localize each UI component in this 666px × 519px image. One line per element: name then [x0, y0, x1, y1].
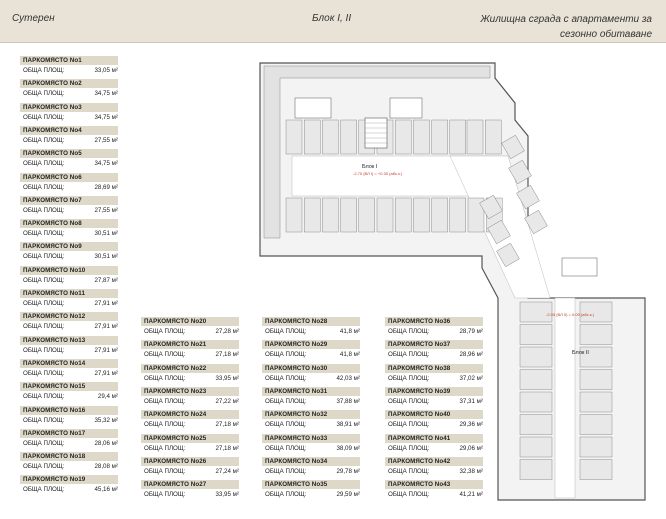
spot-name: ПАРКОМЯСТО No8 [20, 219, 118, 228]
parking-spot-entry [20, 242, 118, 263]
spot-area-label: ОБЩА ПЛОЩ: [265, 374, 307, 382]
spot-area-number: 27,87 [94, 276, 110, 284]
spot-name: ПАРКОМЯСТО No31 [262, 387, 360, 396]
spot-area-label: ОБЩА ПЛОЩ: [23, 393, 65, 401]
spot-name: ПАРКОМЯСТО No20 [141, 317, 239, 326]
plan-parking-stall [580, 392, 612, 412]
spot-area-value [94, 160, 118, 168]
plan-parking-stall [377, 198, 393, 232]
spot-area-unit: м² [111, 67, 118, 74]
spot-area-value [215, 421, 239, 429]
parking-spot-entry [20, 475, 118, 496]
spot-name: ПАРКОМЯСТО No26 [141, 457, 239, 466]
spot-name: ПАРКОМЯСТО No39 [385, 387, 483, 396]
spot-area-value [94, 67, 118, 75]
spot-area-label: ОБЩА ПЛОЩ: [265, 397, 307, 405]
spot-area-label: ОБЩА ПЛОЩ: [388, 421, 430, 429]
spot-area-value [215, 468, 239, 476]
spot-area-value [94, 277, 118, 285]
spot-name: ПАРКОМЯСТО No21 [141, 340, 239, 349]
plan-parking-stall [520, 325, 552, 345]
plan-parking-stall [467, 120, 483, 154]
spot-area-label: ОБЩА ПЛОЩ: [23, 276, 65, 284]
parking-spot-entry [20, 266, 118, 287]
parking-spot-entry [141, 480, 239, 501]
spot-area-unit: м² [111, 276, 118, 284]
spot-area-value [94, 486, 118, 494]
spot-area-label: ОБЩА ПЛОЩ: [23, 463, 65, 471]
spot-area-value [215, 491, 239, 499]
spot-area-value [94, 417, 118, 425]
spot-name: ПАРКОМЯСТО No5 [20, 149, 118, 158]
plan-parking-stall [520, 415, 552, 435]
spot-area-number: 34,75 [94, 113, 110, 121]
spot-area-value [94, 253, 118, 261]
parking-spot-entry [20, 406, 118, 427]
spot-area-value [94, 114, 118, 122]
plan-parking-stall [520, 347, 552, 367]
spot-area-unit: м² [353, 351, 360, 359]
spot-area-value [94, 347, 118, 355]
spot-area-number: 27,18 [215, 351, 231, 359]
spot-area-unit: м² [232, 328, 239, 335]
spot-area-unit: м² [353, 328, 360, 335]
spot-area-unit: м² [111, 486, 118, 494]
plan-parking-stall [580, 460, 612, 480]
spot-name: ПАРКОМЯСТО No42 [385, 457, 483, 466]
parking-spot-entry [20, 359, 118, 380]
spot-area-value [94, 300, 118, 308]
spot-area-unit: м² [111, 300, 118, 307]
spot-name: ПАРКОМЯСТО No18 [20, 452, 118, 461]
spot-name: ПАРКОМЯСТО No34 [262, 457, 360, 466]
spot-area-value [94, 90, 118, 98]
spot-name: ПАРКОМЯСТО No6 [20, 173, 118, 182]
parking-spot-entry [20, 219, 118, 240]
spot-area-label: ОБЩА ПЛОЩ: [23, 67, 65, 74]
parking-spot-entry [141, 340, 239, 361]
spot-area-number: 29,4 [97, 393, 110, 401]
spot-name: ПАРКОМЯСТО No35 [262, 480, 360, 489]
spot-area-value [94, 184, 118, 192]
spot-name: ПАРКОМЯСТО No2 [20, 79, 118, 88]
floor-plan-drawing [250, 58, 650, 503]
plan-parking-stall [580, 370, 612, 390]
spot-area-label: ОБЩА ПЛОЩ: [265, 328, 307, 335]
page-header [0, 0, 666, 43]
spot-area-unit: м² [232, 421, 239, 429]
aisle-block-2 [555, 298, 575, 498]
spot-area-number: 28,06 [94, 439, 110, 447]
spot-area-unit: м² [476, 328, 483, 335]
spot-area-label: ОБЩА ПЛОЩ: [23, 253, 65, 261]
spot-area-number: 27,55 [94, 206, 110, 214]
level-marker-2: -2.05 (ВЛ II) = 0.00 (абс.к.) [546, 312, 595, 317]
parking-spot-entry [20, 79, 118, 100]
spot-area-label: ОБЩА ПЛОЩ: [23, 439, 65, 447]
plan-parking-stall [580, 325, 612, 345]
plan-parking-stall [485, 120, 501, 154]
floor-plan [250, 58, 650, 503]
spot-area-value [94, 370, 118, 378]
plan-parking-stall [322, 198, 338, 232]
spot-area-number: 41,8 [339, 351, 352, 359]
plan-parking-stall [432, 198, 448, 232]
spot-area-number: 41,21 [459, 491, 475, 499]
spot-area-unit: м² [111, 323, 118, 331]
spot-area-label: ОБЩА ПЛОЩ: [23, 113, 65, 121]
spot-area-number: 27,91 [94, 369, 110, 377]
spot-area-label: ОБЩА ПЛОЩ: [144, 467, 186, 475]
spot-area-number: 28,96 [459, 351, 475, 359]
parking-spot-entry [141, 364, 239, 385]
spot-area-number: 38,91 [336, 421, 352, 429]
spot-area-number: 45,16 [94, 486, 110, 494]
spot-area-unit: м² [476, 421, 483, 429]
spot-area-number: 27,18 [215, 444, 231, 452]
spot-area-label: ОБЩА ПЛОЩ: [23, 206, 65, 214]
spot-area-number: 34,75 [94, 90, 110, 98]
plan-parking-stall [286, 198, 302, 232]
plan-parking-stall [580, 437, 612, 457]
spot-area-unit: м² [476, 351, 483, 359]
spot-area-value [94, 207, 118, 215]
parking-spot-entry [20, 173, 118, 194]
spot-area-number: 30,51 [94, 230, 110, 238]
parking-spot-entry [20, 336, 118, 357]
spot-area-unit: м² [353, 421, 360, 429]
spot-area-unit: м² [111, 463, 118, 471]
spot-area-number: 37,31 [459, 397, 475, 405]
spot-area-unit: м² [353, 467, 360, 475]
floor-title: Сутерен [12, 13, 55, 24]
spot-area-number: 28,69 [94, 183, 110, 191]
spot-area-label: ОБЩА ПЛОЩ: [23, 90, 65, 98]
parking-spot-entry [20, 312, 118, 333]
spot-area-label: ОБЩА ПЛОЩ: [388, 467, 430, 475]
spot-name: ПАРКОМЯСТО No3 [20, 103, 118, 112]
spot-area-label: ОБЩА ПЛОЩ: [23, 416, 65, 424]
spot-area-number: 33,95 [215, 491, 231, 499]
storage-room-2 [390, 98, 422, 118]
spot-area-number: 34,75 [94, 160, 110, 168]
spot-name: ПАРКОМЯСТО No15 [20, 382, 118, 391]
spot-name: ПАРКОМЯСТО No17 [20, 429, 118, 438]
parking-spot-entry [20, 103, 118, 124]
spot-area-number: 37,02 [459, 374, 475, 382]
spot-area-unit: м² [476, 491, 483, 499]
spot-name: ПАРКОМЯСТО No28 [262, 317, 360, 326]
spot-area-unit: м² [111, 206, 118, 214]
building-title [452, 12, 652, 42]
spot-area-number: 29,59 [336, 491, 352, 499]
spot-area-label: ОБЩА ПЛОЩ: [144, 421, 186, 429]
spot-area-unit: м² [476, 467, 483, 475]
spot-area-label: ОБЩА ПЛОЩ: [23, 183, 65, 191]
spot-area-number: 27,55 [94, 136, 110, 144]
spot-area-label: ОБЩА ПЛОЩ: [265, 351, 307, 359]
plan-parking-stall [322, 120, 338, 154]
storage-room-1 [295, 98, 331, 118]
spot-area-number: 29,36 [459, 421, 475, 429]
spot-area-label: ОБЩА ПЛОЩ: [144, 328, 186, 335]
spot-area-label: ОБЩА ПЛОЩ: [23, 346, 65, 354]
parking-spot-entry [20, 126, 118, 147]
spot-area-number: 37,88 [336, 397, 352, 405]
spot-area-value [98, 393, 118, 401]
spot-area-unit: м² [232, 444, 239, 452]
spot-area-number: 27,91 [94, 323, 110, 331]
spot-area-number: 29,06 [459, 444, 475, 452]
spot-area-label: ОБЩА ПЛОЩ: [388, 491, 430, 499]
spot-area-number: 38,09 [336, 444, 352, 452]
spot-area-number: 30,51 [94, 253, 110, 261]
spot-area-label: ОБЩА ПЛОЩ: [144, 491, 186, 499]
block1-label: Блок I [362, 164, 378, 170]
spot-area-label: ОБЩА ПЛОЩ: [144, 351, 186, 359]
spot-area-label: ОБЩА ПЛОЩ: [265, 491, 307, 499]
spot-area-label: ОБЩА ПЛОЩ: [265, 444, 307, 452]
spot-area-label: ОБЩА ПЛОЩ: [23, 136, 65, 144]
spot-area-label: ОБЩА ПЛОЩ: [265, 421, 307, 429]
spot-area-label: ОБЩА ПЛОЩ: [23, 369, 65, 377]
spot-area-unit: м² [353, 397, 360, 405]
spot-name: ПАРКОМЯСТО No37 [385, 340, 483, 349]
spot-area-number: 27,22 [215, 397, 231, 405]
spot-area-unit: м² [232, 374, 239, 382]
spot-area-label: ОБЩА ПЛОЩ: [388, 374, 430, 382]
plan-parking-stall [286, 120, 302, 154]
plan-parking-stall [450, 198, 466, 232]
spot-name: ПАРКОМЯСТО No11 [20, 289, 118, 298]
plan-parking-stall [520, 392, 552, 412]
spot-name: ПАРКОМЯСТО No12 [20, 312, 118, 321]
spot-name: ПАРКОМЯСТО No32 [262, 410, 360, 419]
spot-area-number: 27,24 [215, 467, 231, 475]
spot-area-unit: м² [111, 346, 118, 354]
spot-area-label: ОБЩА ПЛОЩ: [23, 300, 65, 307]
plan-parking-stall [580, 415, 612, 435]
spot-name: ПАРКОМЯСТО No36 [385, 317, 483, 326]
spot-area-unit: м² [111, 183, 118, 191]
spot-name: ПАРКОМЯСТО No30 [262, 364, 360, 373]
spot-area-unit: м² [232, 351, 239, 359]
plan-parking-stall [359, 198, 375, 232]
spot-area-unit: м² [111, 439, 118, 447]
block2-label: Блок II [572, 350, 589, 356]
spot-area-unit: м² [111, 160, 118, 168]
spot-area-value [94, 137, 118, 145]
spot-area-value [215, 375, 239, 383]
spot-name: ПАРКОМЯСТО No29 [262, 340, 360, 349]
spot-area-number: 27,91 [94, 300, 110, 307]
spot-name: ПАРКОМЯСТО No23 [141, 387, 239, 396]
spot-area-unit: м² [232, 397, 239, 405]
spot-area-value [215, 398, 239, 406]
spot-area-label: ОБЩА ПЛОЩ: [23, 160, 65, 168]
spot-area-unit: м² [111, 90, 118, 98]
spot-name: ПАРКОМЯСТО No9 [20, 242, 118, 251]
parking-spot-entry [20, 382, 118, 403]
plan-parking-stall [341, 120, 357, 154]
spot-area-label: ОБЩА ПЛОЩ: [23, 230, 65, 238]
spot-area-label: ОБЩА ПЛОЩ: [265, 467, 307, 475]
parking-spot-entry [141, 457, 239, 478]
spot-area-label: ОБЩА ПЛОЩ: [388, 328, 430, 335]
plan-parking-stall [341, 198, 357, 232]
spot-area-label: ОБЩА ПЛОЩ: [144, 374, 186, 382]
spot-name: ПАРКОМЯСТО No33 [262, 434, 360, 443]
spot-area-number: 28,08 [94, 463, 110, 471]
spot-name: ПАРКОМЯСТО No43 [385, 480, 483, 489]
spot-name: ПАРКОМЯСТО No19 [20, 475, 118, 484]
spot-name: ПАРКОМЯСТО No10 [20, 266, 118, 275]
plan-parking-stall [520, 437, 552, 457]
spot-area-label: ОБЩА ПЛОЩ: [23, 486, 65, 494]
plan-parking-stall [450, 120, 466, 154]
plan-parking-stall [520, 370, 552, 390]
parking-spot-entry [141, 387, 239, 408]
spot-area-number: 28,79 [459, 328, 475, 335]
spot-area-label: ОБЩА ПЛОЩ: [388, 444, 430, 452]
spot-area-number: 27,91 [94, 346, 110, 354]
spot-name: ПАРКОМЯСТО No24 [141, 410, 239, 419]
plan-parking-stall [395, 198, 411, 232]
spot-area-value [94, 230, 118, 238]
spot-area-number: 42,03 [336, 374, 352, 382]
spot-area-number: 33,95 [215, 374, 231, 382]
plan-parking-stall [432, 120, 448, 154]
parking-spot-entry [141, 434, 239, 455]
plan-parking-stall [304, 198, 320, 232]
spot-area-unit: м² [232, 491, 239, 499]
parking-spot-entry [20, 196, 118, 217]
spot-area-unit: м² [353, 444, 360, 452]
spot-area-unit: м² [111, 253, 118, 261]
spot-area-label: ОБЩА ПЛОЩ: [23, 323, 65, 331]
parking-spot-entry [20, 429, 118, 450]
spot-area-number: 27,28 [215, 328, 231, 335]
spot-name: ПАРКОМЯСТО No40 [385, 410, 483, 419]
spot-area-unit: м² [111, 136, 118, 144]
parking-spot-entry [20, 452, 118, 473]
spot-name: ПАРКОМЯСТО No25 [141, 434, 239, 443]
spot-name: ПАРКОМЯСТО No22 [141, 364, 239, 373]
spot-area-value [215, 351, 239, 359]
plan-parking-stall [413, 120, 429, 154]
spot-area-unit: м² [232, 467, 239, 475]
spot-area-number: 41,8 [339, 328, 352, 335]
level-marker-1: -2.70 (ВЛ I) = +0.30 (абс.к.) [353, 171, 403, 176]
plan-parking-stall [304, 120, 320, 154]
storage-room-3 [562, 258, 597, 276]
building-title-line-1: Жилищна сграда с апартаменти за [480, 14, 652, 25]
spot-area-unit: м² [476, 444, 483, 452]
spot-area-number: 27,18 [215, 421, 231, 429]
spot-area-label: ОБЩА ПЛОЩ: [144, 397, 186, 405]
spot-area-value [215, 328, 239, 336]
parking-spot-entry [141, 410, 239, 431]
spot-name: ПАРКОМЯСТО No7 [20, 196, 118, 205]
spot-area-number: 35,32 [94, 416, 110, 424]
spot-area-value [94, 463, 118, 471]
spot-name: ПАРКОМЯСТО No41 [385, 434, 483, 443]
spot-area-label: ОБЩА ПЛОЩ: [144, 444, 186, 452]
parking-spot-entry [20, 56, 118, 77]
spot-area-unit: м² [111, 230, 118, 238]
plan-parking-stall [413, 198, 429, 232]
spot-name: ПАРКОМЯСТО No27 [141, 480, 239, 489]
spot-name: ПАРКОМЯСТО No38 [385, 364, 483, 373]
spot-area-unit: м² [353, 374, 360, 382]
spot-area-number: 32,38 [459, 467, 475, 475]
spot-name: ПАРКОМЯСТО No16 [20, 406, 118, 415]
spot-area-label: ОБЩА ПЛОЩ: [388, 351, 430, 359]
plan-parking-stall [395, 120, 411, 154]
parking-spot-entry [141, 317, 239, 338]
spot-name: ПАРКОМЯСТО No1 [20, 56, 118, 65]
spot-name: ПАРКОМЯСТО No13 [20, 336, 118, 345]
spot-area-unit: м² [111, 393, 118, 401]
spot-area-number: 33,05 [94, 67, 110, 74]
spot-area-value [215, 445, 239, 453]
spot-area-label: ОБЩА ПЛОЩ: [388, 397, 430, 405]
block-title: Блок I, II [312, 13, 352, 24]
spot-area-number: 29,78 [336, 467, 352, 475]
spot-name: ПАРКОМЯСТО No14 [20, 359, 118, 368]
plan-parking-stall [520, 460, 552, 480]
parking-spot-entry [20, 149, 118, 170]
spot-area-unit: м² [476, 374, 483, 382]
spot-area-unit: м² [476, 397, 483, 405]
building-title-line-2: сезонно обитаване [559, 29, 652, 40]
spot-area-value [94, 440, 118, 448]
spot-area-value [94, 323, 118, 331]
spot-area-unit: м² [111, 369, 118, 377]
spot-area-unit: м² [111, 113, 118, 121]
spot-name: ПАРКОМЯСТО No4 [20, 126, 118, 135]
spot-area-unit: м² [111, 416, 118, 424]
parking-spot-entry [20, 289, 118, 310]
spot-area-unit: м² [353, 491, 360, 499]
